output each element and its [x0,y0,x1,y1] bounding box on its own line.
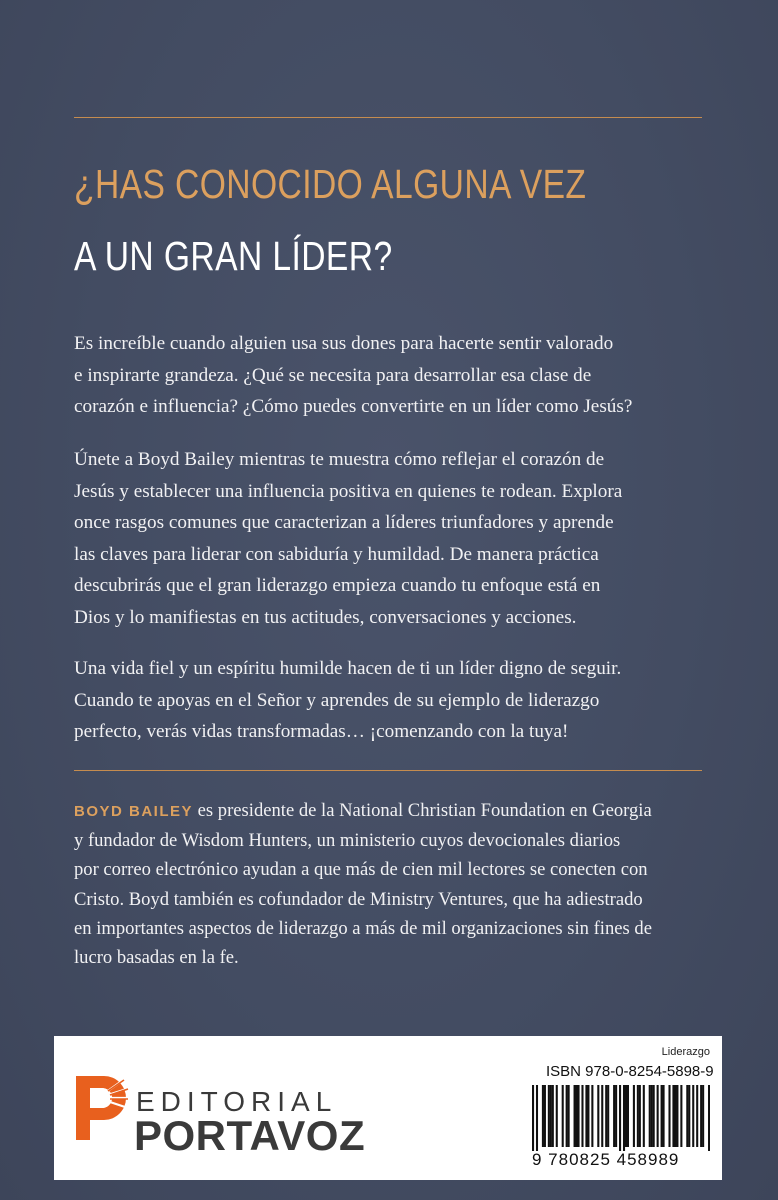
text-line: Únete a Boyd Bailey mientras te muestra cómo reflejar el corazón de [74,449,605,470]
bio-divider [74,770,702,771]
text-line: descubrirás que el gran liderazgo empieza cuando tu enfoque está en [74,575,601,597]
text-line: e inspirarte grandeza. ¿Qué se necesita para desarrollar esa clase de [74,364,592,386]
text-line: en importantes aspectos de liderazgo a más de mil organizaciones sin fines de [74,917,652,939]
category-label: Liderazgo [661,1046,710,1058]
text-line: lucro basadas en la fe. [74,947,239,969]
text-line: Dios y lo manifiestas en tus actitudes, conversaciones y acciones. [74,606,577,628]
text-line: Una vida fiel y un espíritu humilde hacen de ti un líder digno de seguir. [74,658,622,679]
top-divider [74,117,702,118]
paragraph-intro [74,328,714,423]
text-line: Jesús y establecer una influencia positiva en quienes te rodean. Explora [74,480,623,502]
headline-line-2: A UN GRAN LÍDER? [74,233,393,279]
headline-line-1: ¿HAS CONOCIDO ALGUNA VEZ [74,161,587,207]
paragraph-closing [74,653,714,748]
barcode [532,1085,710,1151]
portavoz-p-logo-icon [68,1066,134,1146]
publisher-panel [54,1036,722,1180]
text-line: por correo electrónico ayudan a que más de cien mil lectores se conecten con [74,859,648,881]
text-line: Cristo. Boyd también es cofundador de Ministry Ventures, que ha adiestrado [74,888,643,910]
bio-first-line-text: es presidente de la National Christian Foundation en Georgia [193,800,652,821]
author-bio [74,796,714,972]
text-line: las claves para liderar con sabiduría y humildad. De manera práctica [74,543,599,565]
text-line: Es increíble cuando alguien usa sus dones para hacerte sentir valorado [74,333,614,354]
paragraph-description [74,444,714,634]
text-line: Cuando te apoyas en el Señor y aprendes de su ejemplo de liderazgo [74,689,600,711]
text-line: corazón e influencia? ¿Cómo puedes convertirte en un líder como Jesús? [74,396,633,418]
bio-first-line [74,796,714,826]
text-line: perfecto, verás vidas transformadas… ¡comenzando con la tuya! [74,721,569,743]
publisher-word-portavoz: PORTAVOZ [134,1112,366,1159]
barcode-digits: 9 780825 458989 [532,1150,680,1169]
text-line: y fundador de Wisdom Hunters, un ministerio cuyos devocionales diarios [74,830,621,852]
publisher-word-editorial: EDITORIAL [136,1086,338,1117]
author-name: BOYD BAILEY [74,803,194,820]
text-line: once rasgos comunes que caracterizan a líderes triunfadores y aprende [74,512,614,534]
isbn-text: ISBN 978-0-8254-5898-9 [546,1063,714,1080]
